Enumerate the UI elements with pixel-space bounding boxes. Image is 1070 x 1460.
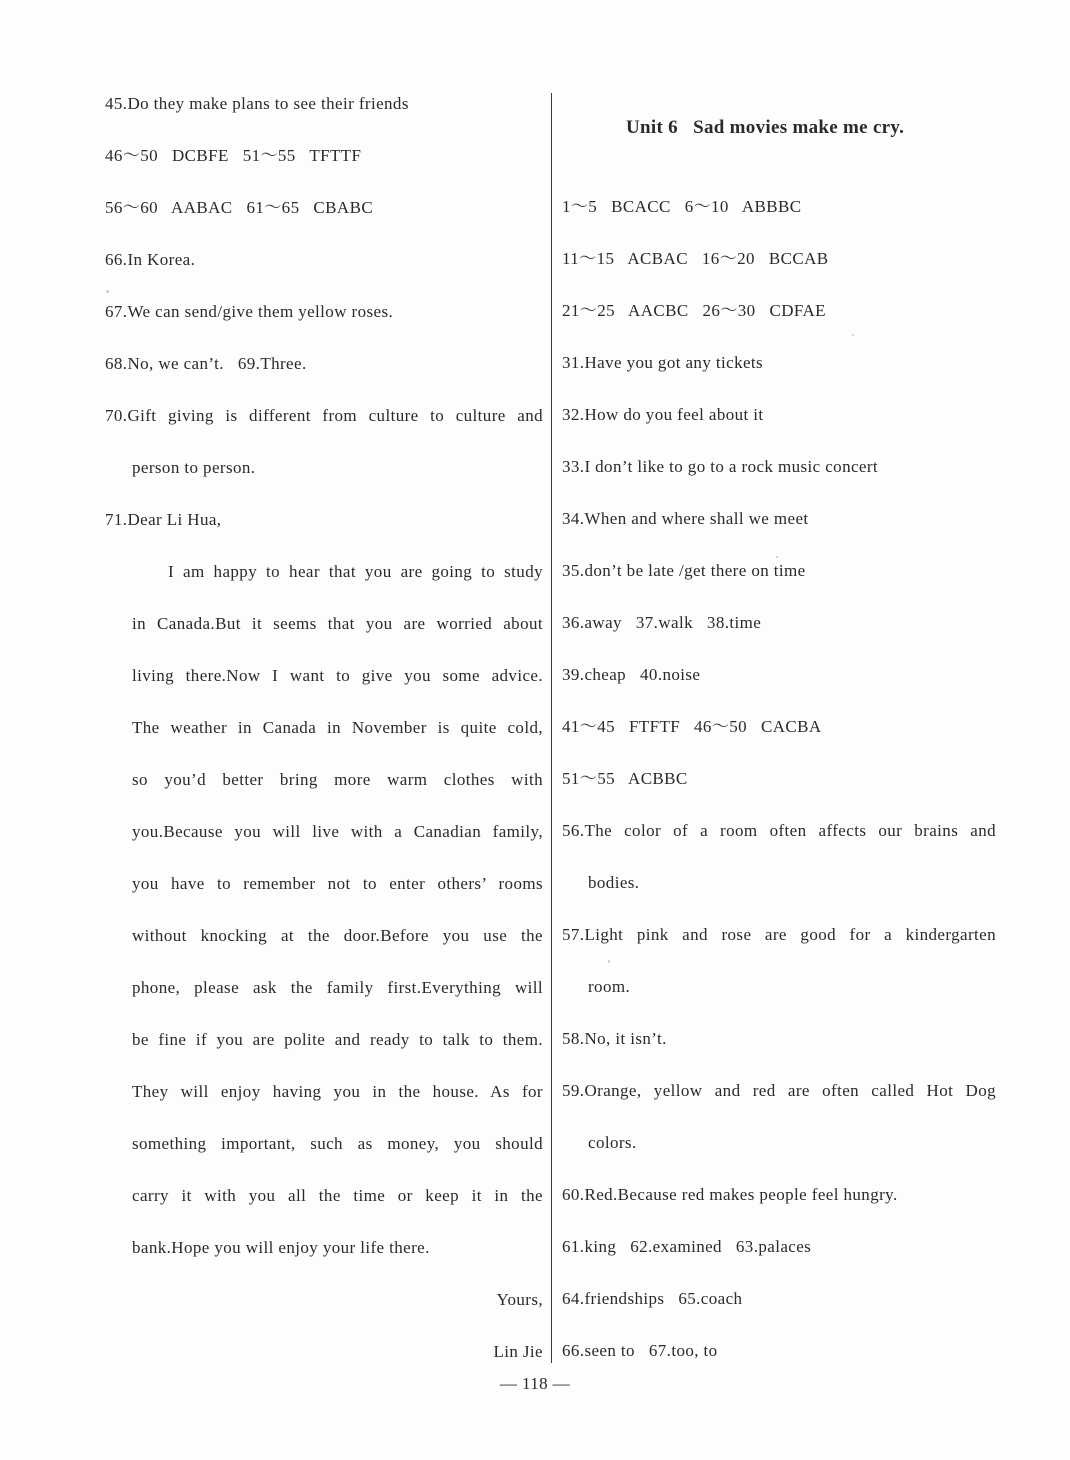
answer-line: 60.Red.Because red makes people feel hungry. — [562, 1185, 898, 1204]
answer-line: 45.Do they make plans to see their friends — [105, 94, 409, 113]
letter-line: bank.Hope you will enjoy your life there. — [132, 1238, 430, 1257]
answer-line: 56～60 AABAC 61～65 CBABC — [105, 198, 374, 217]
answer-line-continued: bodies. — [588, 873, 640, 892]
letter-signature: Lin Jie — [493, 1342, 543, 1361]
letter-line: you.Because you will live with a Canadian family, — [132, 822, 543, 841]
letter-line: in Canada.But it seems that you are worried about — [132, 614, 543, 633]
answer-line: 11～15 ACBAC 16～20 BCCAB — [562, 249, 829, 268]
letter-line: carry it with you all the time or keep it in the — [132, 1186, 543, 1205]
answer-line: 59.Orange, yellow and red are often called Hot Dog — [562, 1081, 996, 1100]
answer-line: 39.cheap 40.noise — [562, 665, 701, 684]
letter-line: phone, please ask the family first.Everything will — [132, 978, 543, 997]
answer-line: 56.The color of a room often affects our brains and — [562, 821, 996, 840]
letter-closing: Yours, — [496, 1290, 543, 1309]
answer-line: 61.king 62.examined 63.palaces — [562, 1237, 812, 1256]
letter-line: I am happy to hear that you are going to study — [168, 562, 543, 581]
letter-line: living there.Now I want to give you some advice. — [132, 666, 543, 685]
answer-line: 58.No, it isn’t. — [562, 1029, 667, 1048]
answer-line: 34.When and where shall we meet — [562, 509, 809, 528]
letter-salutation: 71.Dear Li Hua, — [105, 510, 222, 529]
scan-speck — [608, 960, 610, 963]
answer-line: 36.away 37.walk 38.time — [562, 613, 762, 632]
column-divider — [551, 93, 552, 1363]
answer-line-continued: colors. — [588, 1133, 637, 1152]
answer-line: 66.In Korea. — [105, 250, 196, 269]
answer-line: 68.No, we can’t. 69.Three. — [105, 354, 307, 373]
scan-speck — [852, 334, 854, 336]
scan-speck — [776, 556, 778, 558]
answer-line: 70.Gift giving is different from culture to culture and — [105, 406, 543, 425]
answer-line: 35.don’t be late /get there on time — [562, 561, 806, 580]
answer-line: 31.Have you got any tickets — [562, 353, 764, 372]
answer-line: 51～55 ACBBC — [562, 769, 688, 788]
answer-line: 21～25 AACBC 26～30 CDFAE — [562, 301, 826, 320]
letter-line: The weather in Canada in November is quite cold, — [132, 718, 543, 737]
answer-line: 32.How do you feel about it — [562, 405, 764, 424]
answer-line: 33.I don’t like to go to a rock music concert — [562, 457, 879, 476]
letter-line: you have to remember not to enter others’ rooms — [132, 874, 543, 893]
page-number: — 118 — — [499, 1374, 571, 1393]
letter-line: so you’d better bring more warm clothes with — [132, 770, 543, 789]
answer-line-continued: person to person. — [132, 458, 256, 477]
letter-line: without knocking at the door.Before you use the — [132, 926, 543, 945]
answer-line: 1～5 BCACC 6～10 ABBBC — [562, 197, 802, 216]
answer-line-continued: room. — [588, 977, 631, 996]
scan-speck — [106, 290, 109, 293]
letter-line: be fine if you are polite and ready to talk to them. — [132, 1030, 543, 1049]
answer-line: 41～45 FTFTF 46～50 CACBA — [562, 717, 822, 736]
answer-line: 57.Light pink and rose are good for a kindergarten — [562, 925, 996, 944]
answer-line: 67.We can send/give them yellow roses. — [105, 302, 394, 321]
answer-line: 46～50 DCBFE 51～55 TFTTF — [105, 146, 362, 165]
unit-title: Unit 6 Sad movies make me cry. — [626, 117, 905, 138]
answer-line: 66.seen to 67.too, to — [562, 1341, 718, 1360]
letter-line: They will enjoy having you in the house. As for — [132, 1082, 543, 1101]
letter-line: something important, such as money, you should — [132, 1134, 543, 1153]
answer-line: 64.friendships 65.coach — [562, 1289, 743, 1308]
